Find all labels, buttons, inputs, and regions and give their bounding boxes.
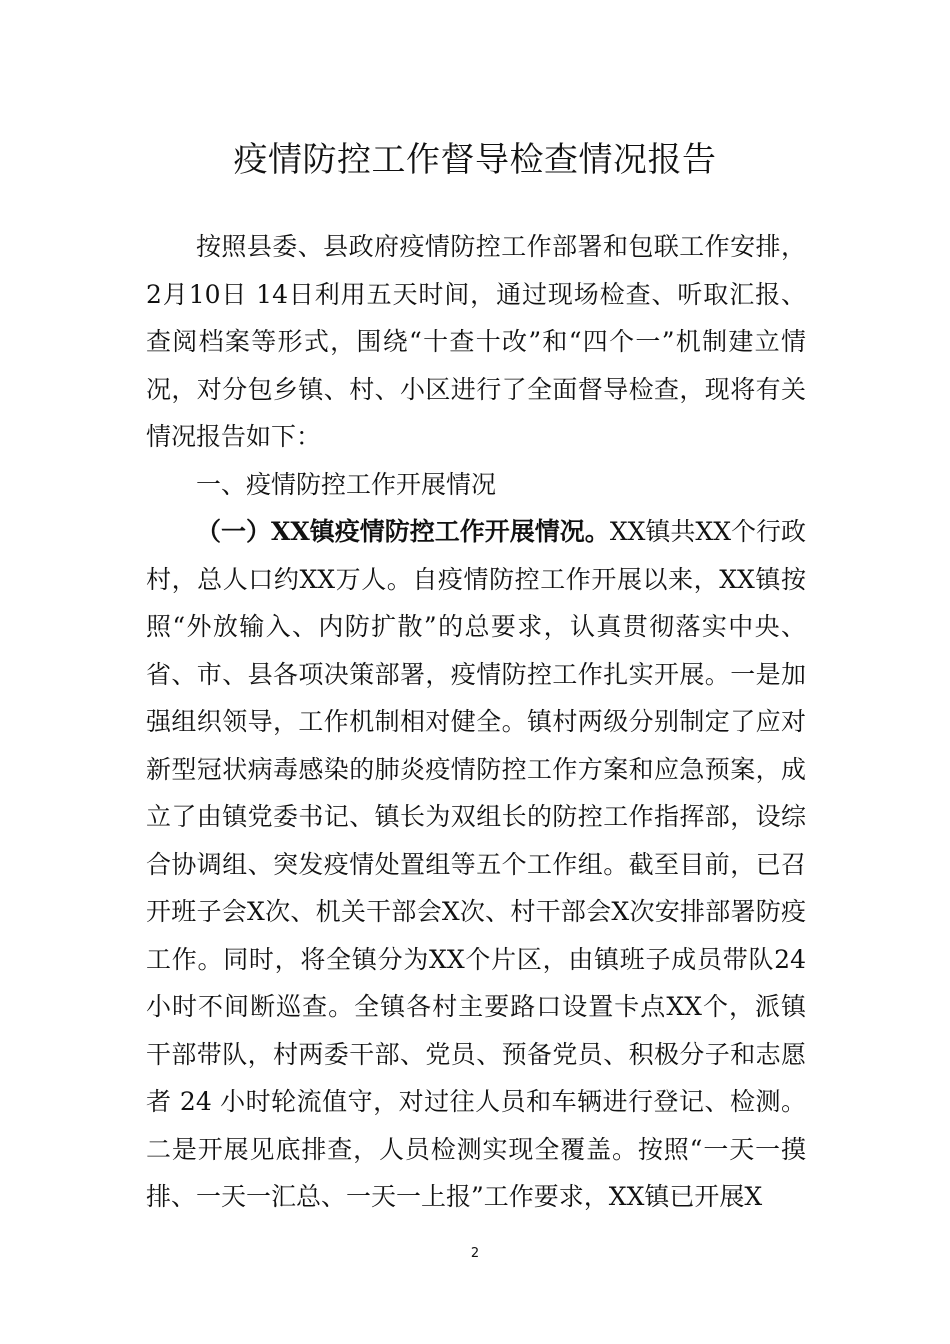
intro-paragraph: 按照县委、县政府疫情防控工作部署和包联工作安排，2月10日 14日利用五天时间，通过现场检查、听取汇报、查阅档案等形式，围绕“十查十改”和“四个一”机制建立情况，对分包乡镇、村、小区进行了全面督导检查，现将有关情况报告如下： (146, 232, 806, 451)
page-number: 2 (470, 1246, 480, 1261)
section-heading: 一、疫情防控工作开展情况 (196, 469, 497, 499)
subsection-label: （一） (196, 517, 272, 546)
document-title: 疫情防控工作督导检查情况报告 (233, 140, 717, 180)
document-body (146, 223, 806, 1221)
subsection-paragraph (146, 508, 806, 1221)
subsection-body: XX镇共XX个行政村，总人口约XX万人。自疫情防控工作开展以来，XX镇按照“外放输入、内防扩散”的总要求，认真贯彻落实中央、省、市、县各项决策部署，疫情防控工作扎实开展。一是加强组织领导，工作机制相对健全。镇村两级分别制定了应对新型冠状病毒感染的肺炎疫情防控工作方案和应急预案，成立了由镇党委书记、镇长为双组长的防控工作指挥部，设综合协调组、突发疫情处置组等五个工作组。截至目前，已召开班子会X次、机关干部会X次、村干部会X次安排部署防疫工作。同时，将全镇分为XX个片区，由镇班子成员带队24小时不间断巡查。全镇各村主要路口设置卡点XX个，派镇干部带队，村两委干部、党员、预备党员、积极分子和志愿者 24 小时轮流值守，对过往人员和车辆进行登记、检测。二是开展见底排查，人员检测实现全覆盖。按照“一天一摸排、一天一汇总、一天一上报”工作要求，XX镇已开展X (146, 517, 807, 1211)
subsection-lead: XX镇疫情防控工作开展情况。 (271, 517, 610, 546)
